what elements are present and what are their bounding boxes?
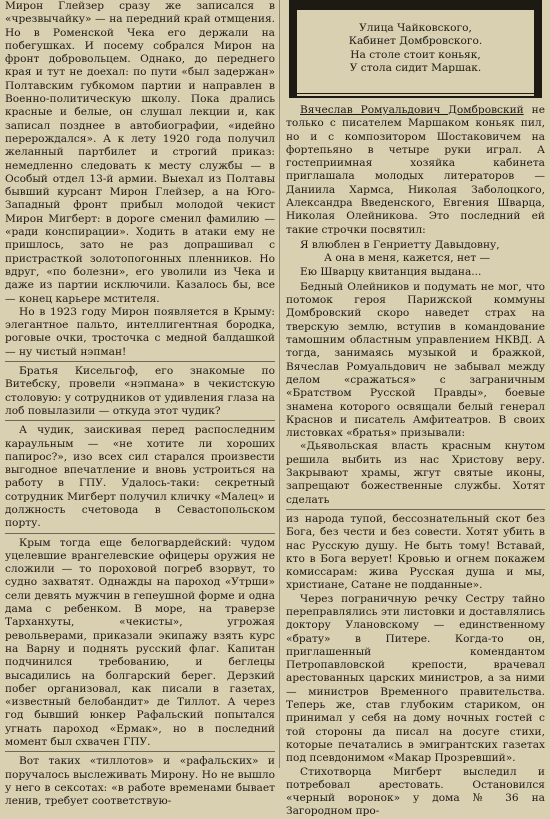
divider bbox=[5, 533, 275, 534]
paragraph: Стихотворца Мигберт выследил и потребовал арестовать. Остановился «черный воронок» у дома № 36 на Загородном про- bbox=[286, 765, 545, 818]
paragraph: Вот таких «тиллотов» и «рафальских» и поручалось выслеживать Мирону. Но не вышло у него в сексотах: «в работе временами бывает ленив, требует соответствую- bbox=[5, 755, 275, 808]
box-line: Улица Чайковского, bbox=[359, 22, 472, 34]
paragraph: Бедный Олейников и подумать не мог, что потомок героя Парижской коммуны Домбровский скоро наведет страх на тверскую землю, вступив в командование тамошним областным управлением НКВД. А тогда, занимаясь музыкой и бражкой, Вячеслав Ромуальдович не забывал между делом «сражаться» с заграничным «Братством Русской Правды», боевые знамена которого освящали белый генерал Краснов и писатель Амфитеатров. В своих листовках «братья» призывали: bbox=[286, 280, 545, 440]
poem bbox=[286, 239, 545, 279]
divider bbox=[5, 751, 275, 752]
right-column bbox=[286, 104, 545, 818]
box-right-bar bbox=[534, 2, 540, 96]
paragraph: Мирон Глейзер сразу же записался в «чрезвычайку» — на передний край отмщения. Но в Роменской Чека его держали на побегушках. И посему собрался Мирон на фронт добровольцем. Однако, до переднего края и тут не доехал: по пути «был задержан» Полтавским губкомом партии и направлен в Военно-политическую школу. Пока дрались красные и белые, он слушал лекции и, как записал позднее в автобиографии, «идейно перерождался». А к лету 1920 года получил желанный партбилет и строгий приказ: немедленно следовать к месту службы — в Особый отдел 13-й армии. Выехал из Полтавы бывший курсант Мирон Глейзер, а на Юго-Западный фронт прибыл молодой чекист Мирон Мигберт: в дороге сменил фамилию — «ради конспирации». Ходить в атаки ему не пришлось, зато не раз допрашивал с пристрасткой золотопогонных пленников. Но вдруг, «по болезни», его уволили из Чека и даже из партии исключили. Казалось бы, все — конец карьере мстителя. bbox=[5, 0, 275, 305]
box-left-bar bbox=[291, 2, 297, 96]
box-line: У стола сидит Маршак. bbox=[349, 61, 482, 74]
paragraph: «Дьявольская власть красным кнутом решила выбить из нас Христову веру. Закрывают храмы, жгут святые иконы, запрещают божественные службы. Хотят сделать bbox=[286, 440, 545, 506]
box-line: На столе стоит коньяк, bbox=[350, 48, 481, 61]
paragraph: А чудик, заискивая перед распоследним караульным — «не хотите ли хороших папирос?», изо всех сил старался произвести выгодное впечатление и вновь устроиться на работу в ГПУ. Удалось-таки: секретный сотрудник Мигберт получил кличку «Малец» и должность счетовода в Севастопольском порту. bbox=[5, 424, 275, 530]
paragraph: Братья Кисельгоф, его знакомые по Витебску, провели «нэпмана» в чекистскую столовую: у сотрудников от удивления глаза на лоб повылазили — откуда этот чудик? bbox=[5, 365, 275, 417]
paragraph: Крым тогда еще белогвардейский: чудом уцелевшие врангелевские офицеры оружия не сложили — то пороховой погреб взорвут, то судно захватят. Однажды на пароход «Утрши» сели девять мужчин в гепеушной форме и одна дама с ребенком. В море, на траверзе Тарханхуты, «чекисты», угрожая револьверами, приказали экипажу взять курс на Варну и поднять русский флаг. Капитан подчинился требованию, и беглецы высадились на болгарский берег. Дерзкий побег организовал, как писали в газетах, «известный белобандит» де Тиллот. А через год бывший юнкер Рафальский попытался угнать пароход «Ермак», но в последний момент был схвачен ГПУ. bbox=[5, 536, 275, 749]
paragraph-text: не только с писателем Маршаком коньяк пил, но и с композитором Шостаковичем на фортепьяно в четыре руки играл. А гостеприимная хозяйка кабинета приглашала молодых литераторов — Даниила Хармса, Николая Заболоцкого, Александра Введенского, Евгения Шварца, Николая Олейникова. Это последний ей такие строчки посвятил: bbox=[286, 104, 545, 236]
lead-name: Вячеслав Ромуальдович Домбровский bbox=[300, 104, 524, 116]
paragraph: из народа тупой, бессознательный скот без Бога, без чести и без совести. Хотят убить в нас Русскую душу. Не быть тому! Вставай, кто в Бога верует! Кровью и огнем покажем комиссарам: жива Русская душа и мы, христиане, Сатане не подданные». bbox=[286, 512, 545, 592]
poem-line: Я влюблен в Генриетту Давыдовну, bbox=[300, 238, 500, 251]
divider bbox=[5, 361, 275, 362]
column-divider bbox=[279, 0, 280, 768]
box-top-bar bbox=[291, 2, 540, 10]
divider bbox=[5, 420, 275, 421]
paragraph: Но в 1923 году Мирон появляется в Крыму: элегантное пальто, интеллигентная бородка, роговые очки, тросточка с медной балдашкой — ну чистый нэпман! bbox=[5, 305, 275, 358]
poem-box bbox=[289, 0, 542, 98]
divider bbox=[286, 509, 545, 510]
paragraph: Через пограничную речку Сестру тайно переправлялись эти листовки и доставлялись доктору Улановскому — единственному «брату» в Питере. Когда-то он, приглашенный комендантом Петропавловской крепости, врачевал арестованных царских министров, а за ними — министров Временного правительства. Теперь же, став глубоким стариком, он принимал у себя на дому ночных гостей с той стороны да писал на досуге стихи, которые печатались в эмигрантских газетах под псевдонимом «Макар Прозревший». bbox=[286, 592, 545, 765]
poem-line: А она в меня, кажется, нет — bbox=[324, 252, 491, 265]
box-line: Кабинет Домбровского. bbox=[348, 35, 483, 48]
paragraph bbox=[286, 104, 545, 237]
left-column bbox=[5, 0, 275, 808]
poem-line: Ею Шварцу квитанция выдана... bbox=[300, 265, 482, 278]
